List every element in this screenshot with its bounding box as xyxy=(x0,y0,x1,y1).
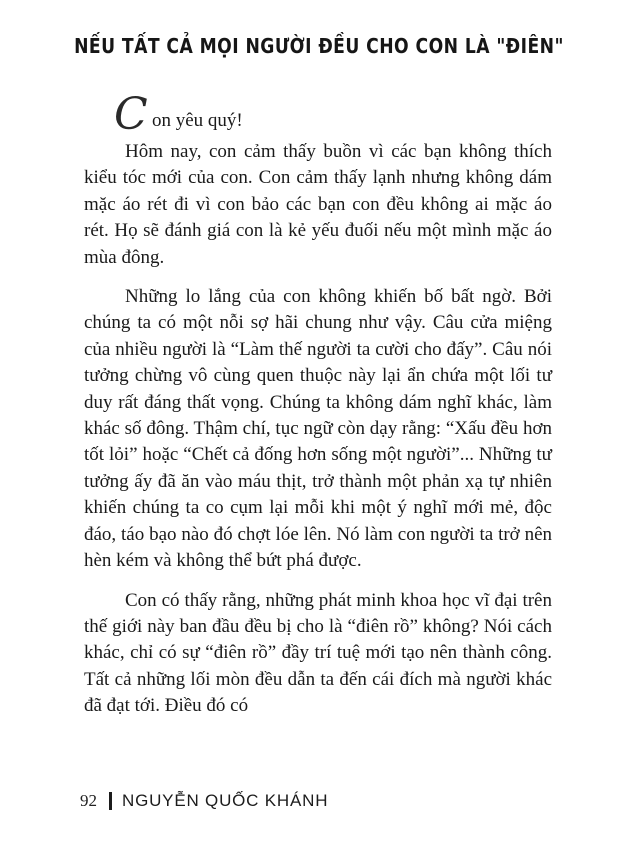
footer-divider xyxy=(109,792,112,810)
salutation xyxy=(114,89,414,140)
chapter-title: NẾU TẤT CẢ MỌI NGƯỜI ĐỀU CHO CON LÀ "ĐIÊN" xyxy=(74,34,564,58)
paragraph: Con có thấy rằng, những phát minh khoa học vĩ đại trên thế giới này ban đầu đều bị cho là “điên rồ” không? Nói cách khác, chỉ có sự “điên rồ” đầy trí tuệ mới tạo nên thành công. Tất cả những lối mòn đều dẫn ta đến cái đích mà người khác đã đạt tới. Điều đó có xyxy=(84,589,552,717)
paragraph: Hôm nay, con cảm thấy buồn vì các bạn không thích kiểu tóc mới của con. Con cảm thấy lạnh nhưng không dám mặc áo rét đi vì con bảo các bạn con đều không ai mặc áo rét. Họ sẽ đánh giá con là kẻ yếu đuối nếu một mình mặc áo mùa đông. xyxy=(84,141,552,268)
body-text xyxy=(84,139,552,720)
paragraph: Những lo lắng của con không khiến bố bất ngờ. Bởi chúng ta có một nỗi sợ hãi chung như vậy. Câu cửa miệng của nhiều người là “Làm thế người ta cười cho đấy”. Câu nói tưởng chừng vô cùng quen thuộc này lại ẩn chứa một lối tư duy rất đáng thất vọng. Chúng ta không dám nghĩ khác, làm khác số đông. Thậm chí, tục ngữ còn dạy rằng: “Xấu đều hơn tốt lỏi” hoặc “Chết cả đống hơn sống một người”... Những tư tưởng ấy đã ăn vào máu thịt, trở thành một phản xạ tự nhiên khiến chúng ta co cụm lại mỗi khi một ý nghĩ mới mẻ, độc đáo, táo bạo nào đó chợt lóe lên. Nó làm con người ta trở nên hèn kém và không thể bứt phá được. xyxy=(84,286,552,572)
salutation-text: on yêu quý! xyxy=(152,110,243,131)
page-number: 92 xyxy=(80,791,97,810)
page-footer xyxy=(80,788,328,814)
author-name: NGUYỄN QUỐC KHÁNH xyxy=(122,791,329,810)
drop-cap-letter: C xyxy=(114,89,148,140)
